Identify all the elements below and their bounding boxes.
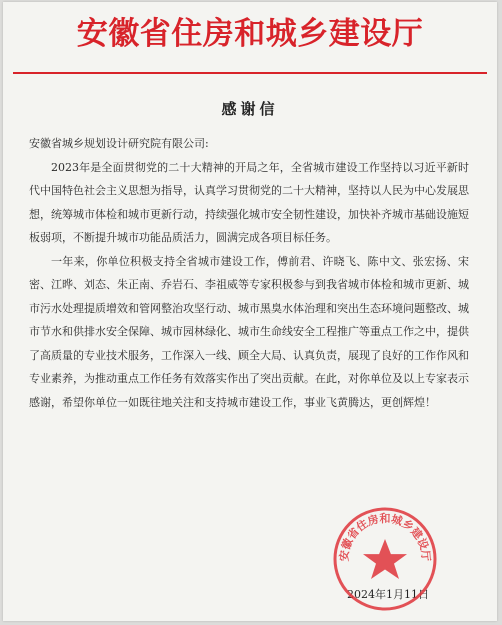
- letterhead-rule: [13, 72, 487, 74]
- letter-date: 2024年1月11日: [347, 588, 429, 601]
- official-seal-icon: [331, 505, 439, 613]
- salutation: 安徽省城乡规划设计研究院有限公司:: [29, 137, 209, 150]
- seal-star-icon: [363, 539, 407, 579]
- paragraph-2: 一年来，你单位积极支持全省城市建设工作，傅前君、许晓飞、陈中文、张宏扬、宋密、江晔、刘态、朱正南、乔岩石、李祖威等专家积极参与到我省城市体检和城市更新、城市污水处理提质增效和管网整治攻坚行动、城市黑臭水体治理和突出生态环境问题整改、城市节水和供排水安全保障、城市园林绿化、城市生命线安全工程推广等重点工作之中，提供了高质量的专业技术服务，工作深入一线、顾全大局、认真负责，展现了良好的工作作风和专业素养，为推动重点工作任务有效落实作出了突出贡献。在此，对你单位及以上专家表示感谢，希望你单位一如既往地关注和支持城市建设工作，事业飞黄腾达，更创辉煌！: [29, 254, 469, 409]
- letter-title: 感谢信: [221, 100, 279, 118]
- letter-body: [29, 132, 469, 414]
- letter-page: [3, 2, 497, 621]
- paragraph-1: 2023年是全面贯彻党的二十大精神的开局之年，全省城市建设工作坚持以习近平新时代中国特色社会主义思想为指导，认真学习贯彻党的二十大精神，坚持以人民为中心发展思想，统筹城市体检和城市更新行动，持续强化城市安全韧性建设，加快补齐城市基础设施短板弱项，不断提升城市功能品质活力，圆满完成各项目标任务。: [29, 160, 469, 244]
- letterhead-title: 安徽省住房和城乡建设厅: [76, 16, 424, 52]
- seal-text: 安徽省住房和城乡建设厅: [337, 512, 433, 562]
